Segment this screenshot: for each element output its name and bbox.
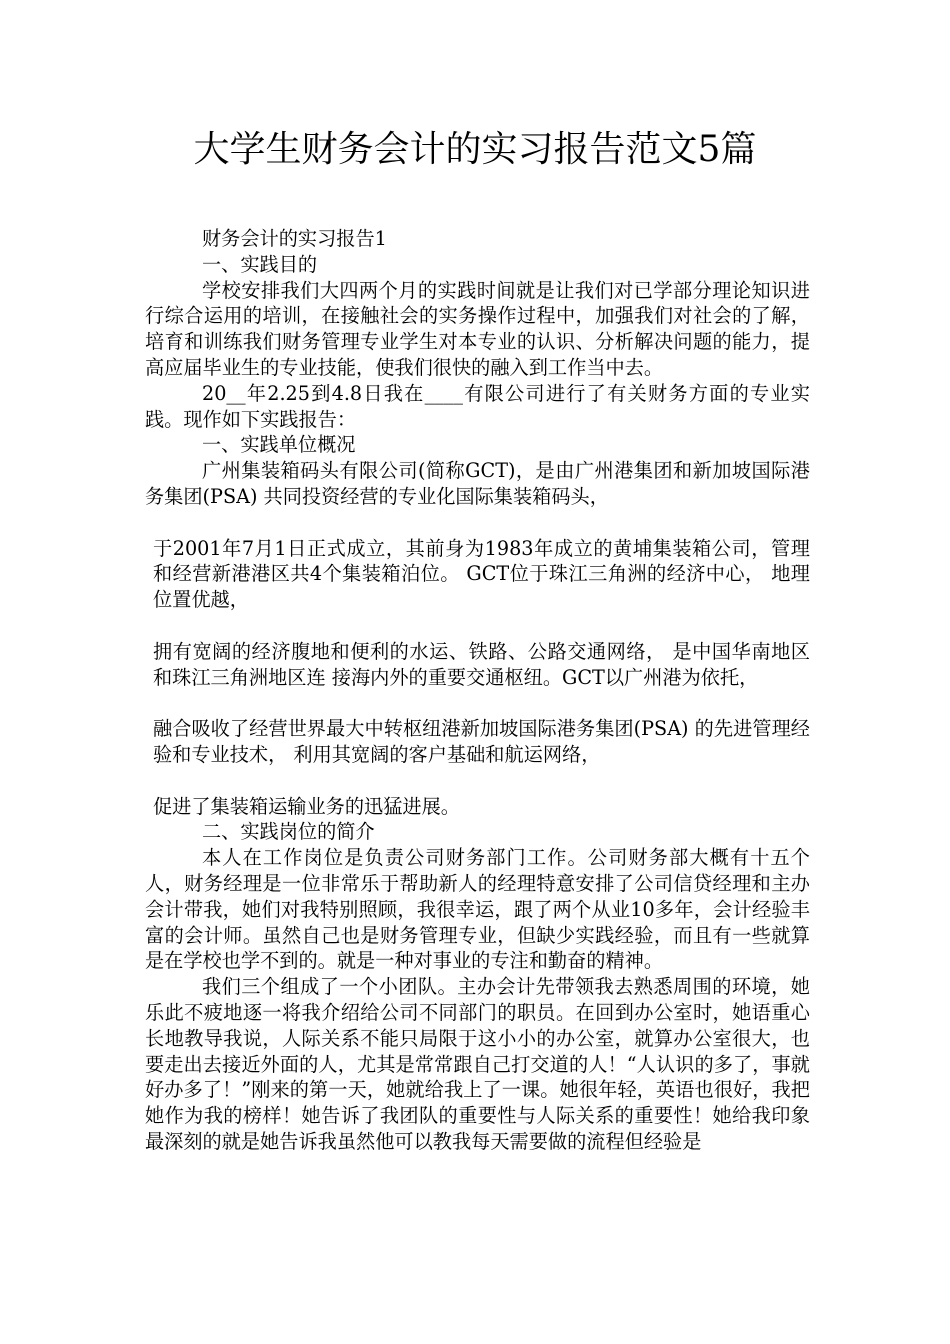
paragraph-transport-network: 拥有宽阔的经济腹地和便利的水运、铁路、公路交通网络， 是中国华南地区和珠江三角洲地区连 接海内外的重要交通枢纽。GCT以广州港为依托， xyxy=(153,639,810,689)
paragraph-purpose: 学校安排我们大四两个月的实践时间就是让我们对已学部分理论知识进行综合运用的培训，在接触社会的实务操作过程中，加强我们对社会的了解，培育和训练我们财务管理专业学生对本专业的认识、分析解决问题的能力，提高应届毕业生的专业技能，使我们很快的融入到工作当中去。 xyxy=(145,278,810,379)
paragraph-company-history: 于2001年7月1日正式成立，其前身为1983年成立的黄埔集装箱公司，管理和经营新港港区共4个集装箱泊位。 GCT位于珠江三角洲的经济中心， 地理位置优越， xyxy=(153,536,810,612)
section-heading-company-overview: 一、实践单位概况 xyxy=(202,433,356,457)
paragraph-company-intro: 广州集装箱码头有限公司(简称GCT)，是由广州港集团和新加坡国际港务集团(PSA) 共同投资经营的专业化国际集装箱码头， xyxy=(145,459,810,508)
paragraph-team-experience: 我们三个组成了一个小团队。主办会计先带领我去熟悉周围的环境，她乐此不疲地逐一将我介绍给公司不同部门的职员。在回到办公室时，她语重心长地教导我说，人际关系不能只局限于这小小的办公室，就算办公室很大，也要走出去接近外面的人，尤其是常常跟自己打交道的人！“人认识的多了，事就好办多了！”刚来的第一天，她就给我上了一课。她很年轻，英语也很好，我把她作为我的榜样！她告诉了我团队的重要性与人际关系的重要性！她给我印象最深刻的就是她告诉我虽然他可以教我每天需要做的流程但经验是 xyxy=(145,975,810,1153)
document-body xyxy=(145,226,810,1155)
report-heading: 财务会计的实习报告1 xyxy=(202,227,387,250)
section-heading-purpose: 一、实践目的 xyxy=(202,252,318,276)
paragraph-management-experience: 融合吸收了经营世界最大中转枢纽港新加坡国际港务集团(PSA) 的先进管理经验和专业技术， 利用其宽阔的客户基础和航运网络， xyxy=(153,717,810,766)
paragraph-period: 20__年2.25到4.8日我在____有限公司进行了有关财务方面的专业实践。现作如下实践报告： xyxy=(145,381,810,431)
paragraph-business-growth: 促进了集装箱运输业务的迅猛进展。 xyxy=(153,794,460,818)
section-heading-position: 二、实践岗位的简介 xyxy=(202,820,375,844)
document-title: 大学生财务会计的实习报告范文5篇 xyxy=(193,129,757,170)
paragraph-position-description: 本人在工作岗位是负责公司财务部门工作。公司财务部大概有十五个人，财务经理是一位非常乐于帮助新人的经理特意安排了公司信贷经理和主办会计带我，她们对我特别照顾，我很幸运，跟了两个从业10多年，会计经验丰富的会计师。虽然自己也是财务管理专业，但缺少实践经验，而且有一些就算是在学校也学不到的。就是一种对事业的专注和勤奋的精神。 xyxy=(145,846,810,973)
